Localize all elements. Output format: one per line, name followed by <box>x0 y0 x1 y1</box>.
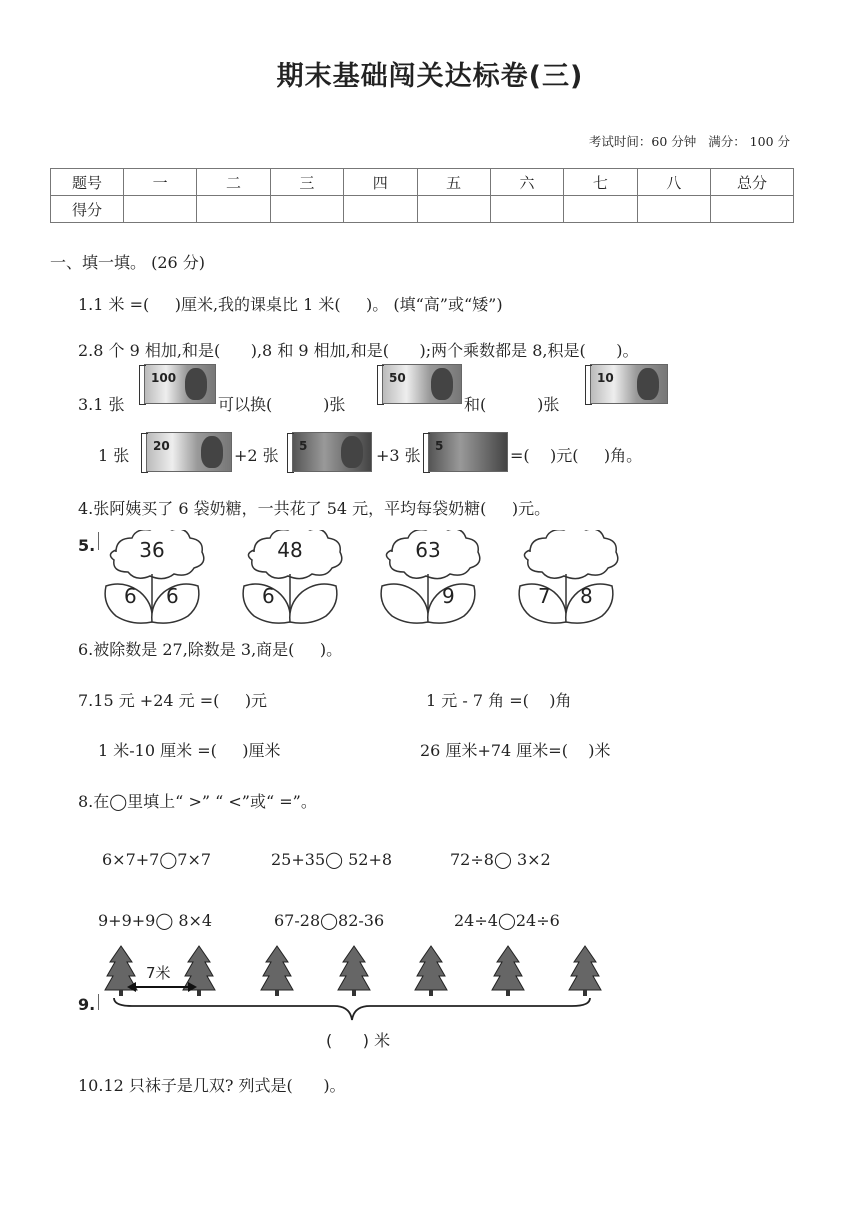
table-row <box>51 196 794 223</box>
tree-icon <box>337 944 371 996</box>
question-5-label: 5. <box>78 536 96 555</box>
question-3-text-a: 3.1 张 <box>78 395 125 414</box>
question-2: 2.8 个 9 相加,和是( ),8 和 9 相加,和是( );两个乘数都是 8,积是( )。 <box>78 341 639 360</box>
exam-info: 考试时间：60 分钟 满分： 100 分 <box>588 134 790 149</box>
question-10: 10.12 只袜子是几双? 列式是( )。 <box>78 1076 346 1095</box>
question-7d: 26 厘米+74 厘米=( )米 <box>420 741 611 760</box>
question-3-text-b: 可以换( )张 <box>218 395 346 414</box>
flower-left-number: 6 <box>262 584 275 608</box>
table-cell: 三 <box>270 169 343 196</box>
section-heading: 一、填一填。 (26 分) <box>50 253 206 272</box>
question-3-text-d: 1 张 <box>98 446 130 465</box>
compare-expression: 6×7+7◯7×7 <box>102 850 212 869</box>
divider <box>98 532 99 550</box>
banknote-5-yuan-icon: 5 <box>292 432 372 472</box>
question-9-answer: ( ) 米 <box>326 1031 391 1050</box>
tree-icon <box>414 944 448 996</box>
question-7b: 1 元 - 7 角 =( )角 <box>426 691 572 710</box>
score-table <box>50 168 794 223</box>
score-cell[interactable] <box>417 196 490 223</box>
tree-icon <box>260 944 294 996</box>
question-8: 8.在◯里填上“ >” “ <”或“ =”。 <box>78 792 317 811</box>
table-cell: 题号 <box>51 169 124 196</box>
score-cell[interactable] <box>564 196 637 223</box>
banknote-20-icon: 20 <box>146 432 232 472</box>
question-3-text-f: +3 张 <box>376 446 421 465</box>
flower-right-number: 9 <box>442 584 455 608</box>
tree-icon <box>568 944 602 996</box>
table-row <box>51 169 794 196</box>
gap-label: 7米 <box>146 964 171 982</box>
question-9-label: 9. <box>78 995 96 1014</box>
question-7a: 7.15 元 +24 元 =( )元 <box>78 691 268 710</box>
table-cell: 七 <box>564 169 637 196</box>
flower-top-number: 63 <box>415 538 441 562</box>
compare-expression: 67-28◯82-36 <box>274 911 385 930</box>
score-cell[interactable] <box>197 196 270 223</box>
banknote-5-jiao-icon: 5 <box>428 432 508 472</box>
score-cell[interactable] <box>344 196 417 223</box>
compare-expression: 9+9+9◯ 8×4 <box>98 911 213 930</box>
compare-expression: 25+35◯ 52+8 <box>271 850 393 869</box>
flower-right-number: 8 <box>580 584 593 608</box>
banknote-50-icon: 50 <box>382 364 462 404</box>
score-cell[interactable] <box>637 196 710 223</box>
table-cell: 五 <box>417 169 490 196</box>
flower-top-number: 48 <box>277 538 303 562</box>
brace-icon <box>112 996 592 1026</box>
banknote-100-icon: 100 <box>144 364 216 404</box>
flower-right-number: 6 <box>166 584 179 608</box>
question-1: 1.1 米 =( )厘米,我的课桌比 1 米( )。 (填“高”或“矮”) <box>78 295 503 314</box>
question-7c: 1 米-10 厘米 =( )厘米 <box>98 741 281 760</box>
table-cell: 六 <box>490 169 563 196</box>
double-arrow-icon <box>126 980 198 994</box>
compare-expression: 72÷8◯ 3×2 <box>450 850 551 869</box>
table-cell: 八 <box>637 169 710 196</box>
banknote-10-icon: 10 <box>590 364 668 404</box>
table-cell: 一 <box>124 169 197 196</box>
page-title: 期末基础闯关达标卷(三) <box>276 61 584 92</box>
score-cell[interactable] <box>270 196 343 223</box>
tree-icon <box>491 944 525 996</box>
score-cell[interactable] <box>490 196 563 223</box>
flower-top-number: 36 <box>139 538 165 562</box>
table-cell: 总分 <box>711 169 794 196</box>
question-6: 6.被除数是 27,除数是 3,商是( )。 <box>78 640 343 659</box>
flower-icon <box>514 530 634 630</box>
flower-left-number: 7 <box>538 584 551 608</box>
flower-left-number: 6 <box>124 584 137 608</box>
question-3-text-g: =( )元( )角。 <box>510 446 643 465</box>
question-3-text-c: 和( )张 <box>464 395 560 414</box>
question-4: 4.张阿姨买了 6 袋奶糖，一共花了 54 元，平均每袋奶糖( )元。 <box>78 499 551 518</box>
compare-expression: 24÷4◯24÷6 <box>454 911 560 930</box>
score-cell[interactable] <box>124 196 197 223</box>
question-3-text-e: +2 张 <box>234 446 279 465</box>
divider <box>98 994 99 1010</box>
table-cell: 四 <box>344 169 417 196</box>
table-cell: 得分 <box>51 196 124 223</box>
table-cell: 二 <box>197 169 270 196</box>
score-cell[interactable] <box>711 196 794 223</box>
